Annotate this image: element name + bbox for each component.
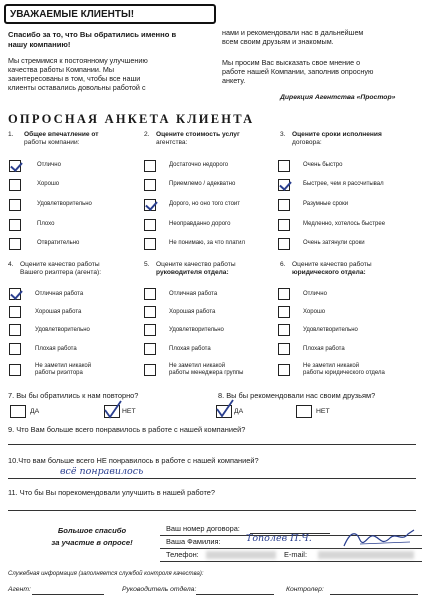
- q6-option-label: Хорошо: [303, 309, 326, 315]
- q4-option-checkbox[interactable]: [9, 343, 21, 355]
- q2-option-label: Дорого, но оно того стоит: [169, 201, 241, 207]
- q5-option-checkbox[interactable]: [144, 324, 156, 336]
- q4-option-label: Плохая работа: [35, 346, 77, 352]
- q10-answer-line[interactable]: [8, 478, 416, 479]
- signature-line: Дирекция Агентства «Простор»: [280, 94, 396, 101]
- q4-option-checkbox[interactable]: [9, 364, 21, 376]
- q4-option-label: Не заметил никакой работы риэлтора: [35, 363, 92, 376]
- q2-option-checkbox[interactable]: [144, 179, 156, 191]
- intro-paragraph: Мы стремимся к постоянному улучшению качества работы Компании. Мы заинтересованы в том, чтобы все наши клиенты оставались довольны работой с: [8, 56, 148, 92]
- q2-option-checkbox[interactable]: [144, 219, 156, 231]
- head-of-dept-label: Руководитель отдела:: [122, 586, 197, 593]
- greeting-text: УВАЖАЕМЫЕ КЛИЕНТЫ!: [10, 9, 135, 20]
- q7-no-check-mark: [100, 398, 124, 420]
- q8-question: 8. Вы бы рекомендовали нас своим друзьям?: [218, 391, 376, 400]
- q4-header: 4. Оцените качество работы Вашего риэлтера (агента):: [8, 261, 102, 276]
- q2-option-label: Неоправданно дорого: [169, 221, 231, 227]
- q8-yes-label: ДА: [234, 408, 244, 415]
- q3-option-checkbox[interactable]: [278, 160, 290, 172]
- q2-option-label: Достаточно недорого: [169, 162, 229, 168]
- thanks-note: Большое спасибо за участие в опросе!: [51, 526, 133, 547]
- contact-divider: [160, 548, 422, 549]
- q9-question: 9. Что Вам больше всего понравилось в работе с нашей компанией?: [8, 425, 246, 434]
- phone-redacted: [206, 551, 276, 559]
- q10-handwritten-answer: всё понравилось: [60, 466, 144, 477]
- q7-yes-checkbox[interactable]: [10, 405, 26, 418]
- q5-option-label: Хорошая работа: [169, 309, 216, 315]
- q5-option-label: Не заметил никакой работы менеджера группы: [169, 363, 244, 376]
- q4-option-label: Отличная работа: [35, 291, 84, 297]
- q5-option-label: Удовлетворительно: [169, 327, 224, 333]
- agent-field[interactable]: [32, 594, 104, 595]
- intro-request-paragraph: Мы просим Вас высказать свое мнение о работе нашей Компании, заполнив опросную анкету.: [222, 58, 374, 85]
- q6-option-checkbox[interactable]: [278, 306, 290, 318]
- q2-option-checkbox[interactable]: [144, 238, 156, 250]
- q8-no-checkbox[interactable]: [296, 405, 312, 418]
- q3-option-checkbox[interactable]: [278, 219, 290, 231]
- q2-header: 2. Оцените стоимость услуг агентства:: [144, 131, 240, 146]
- q3-option-checkbox[interactable]: [278, 179, 290, 191]
- q4-option-label: Хорошая работа: [35, 309, 82, 315]
- surname-label: Ваша Фамилия:: [166, 537, 221, 546]
- q1-option-label: Отвратительно: [37, 240, 80, 246]
- q5-option-checkbox[interactable]: [144, 288, 156, 300]
- service-info-note: Служебная информация (заполняется службой контроля качества):: [8, 571, 204, 577]
- email-label: E-mail:: [284, 550, 307, 559]
- q9-answer-line[interactable]: [8, 444, 416, 445]
- q6-option-checkbox[interactable]: [278, 288, 290, 300]
- q7-no-label: НЕТ: [122, 408, 136, 415]
- q3-option-label: Медленно, хотелось быстрее: [303, 221, 386, 227]
- q6-option-label: Плохая работа: [303, 346, 345, 352]
- q7-yes-label: ДА: [30, 408, 40, 415]
- q6-header: 6. Оцените качество работы юридического отдела:: [280, 261, 372, 276]
- q3-header: 3. Оцените сроки исполнения договора:: [280, 131, 382, 146]
- q8-no-label: НЕТ: [316, 408, 330, 415]
- q3-option-checkbox[interactable]: [278, 199, 290, 211]
- q6-option-label: Не заметил никакой работы юридического отдела: [303, 363, 385, 376]
- q6-option-checkbox[interactable]: [278, 364, 290, 376]
- q6-option-label: Удовлетворительно: [303, 327, 358, 333]
- q1-option-label: Плохо: [37, 221, 55, 227]
- q7-question: 7. Вы бы обратились к нам повторно?: [8, 391, 139, 400]
- q1-option-checkbox[interactable]: [9, 219, 21, 231]
- q4-option-checkbox[interactable]: [9, 324, 21, 336]
- form-title: ОПРОСНАЯ АНКЕТА КЛИЕНТА: [8, 112, 255, 126]
- q2-option-label: Не понимаю, за что платил: [169, 240, 246, 246]
- q3-option-label: Быстрее, чем я рассчитывал: [303, 181, 384, 187]
- greeting-banner: [4, 4, 216, 24]
- q1-option-checkbox[interactable]: [9, 179, 21, 191]
- q2-option-label: Приемлемо / адекватно: [169, 181, 236, 187]
- q5-option-checkbox[interactable]: [144, 364, 156, 376]
- surname-handwritten-value: Тополев П.Ч.: [246, 533, 312, 544]
- q11-question: 11. Что бы Вы порекомендовали улучшить в нашей работе?: [8, 488, 216, 497]
- q5-header: 5. Оцените качество работы руководителя отдела:: [144, 261, 236, 276]
- phone-label: Телефон:: [166, 550, 199, 559]
- contract-label: Ваш номер договора:: [166, 524, 240, 533]
- q2-option-checkbox[interactable]: [144, 160, 156, 172]
- q3-option-checkbox[interactable]: [278, 238, 290, 250]
- head-of-dept-field[interactable]: [196, 594, 274, 595]
- q1-option-label: Хорошо: [37, 181, 60, 187]
- q4-option-label: Удовлетворительно: [35, 327, 90, 333]
- q8-yes-check-mark: [212, 397, 236, 419]
- q1-header: 1. Общее впечатление от работы компании:: [8, 131, 99, 146]
- agent-label: Агент:: [8, 586, 31, 593]
- q1-option-label: Отлично: [37, 162, 61, 168]
- contact-divider: [160, 561, 422, 562]
- q5-option-checkbox[interactable]: [144, 343, 156, 355]
- q3-option-label: Разумные сроки: [303, 201, 349, 207]
- q3-option-label: Очень быстро: [303, 162, 343, 168]
- controller-field[interactable]: [330, 594, 418, 595]
- q5-option-checkbox[interactable]: [144, 306, 156, 318]
- q6-option-checkbox[interactable]: [278, 343, 290, 355]
- q5-option-label: Отличная работа: [169, 291, 218, 297]
- intro-right-paragraph: нами и рекомендовали нас в дальнейшем всем своим друзьям и знакомым.: [222, 28, 364, 46]
- q2-option-checkbox[interactable]: [144, 199, 156, 211]
- thanks-text: Спасибо за то, что Вы обратились именно в нашу компанию!: [8, 30, 177, 49]
- q1-option-label: Удовлетворительно: [37, 201, 92, 207]
- q6-option-label: Отлично: [303, 291, 327, 297]
- contact-block: [160, 521, 422, 561]
- controller-label: Контролер:: [286, 586, 324, 593]
- q10-question: 10.Что вам больше всего НЕ понравилось в работе с нашей компанией?: [8, 456, 259, 465]
- q11-answer-line[interactable]: [8, 510, 416, 511]
- q3-option-label: Очень затянули сроки: [303, 240, 365, 246]
- q1-option-checkbox[interactable]: [9, 160, 21, 172]
- q1-option-checkbox[interactable]: [9, 238, 21, 250]
- q4-option-checkbox[interactable]: [9, 288, 21, 300]
- email-redacted: [318, 551, 414, 559]
- q6-option-checkbox[interactable]: [278, 324, 290, 336]
- q1-option-checkbox[interactable]: [9, 199, 21, 211]
- q5-option-label: Плохая работа: [169, 346, 211, 352]
- q4-option-checkbox[interactable]: [9, 306, 21, 318]
